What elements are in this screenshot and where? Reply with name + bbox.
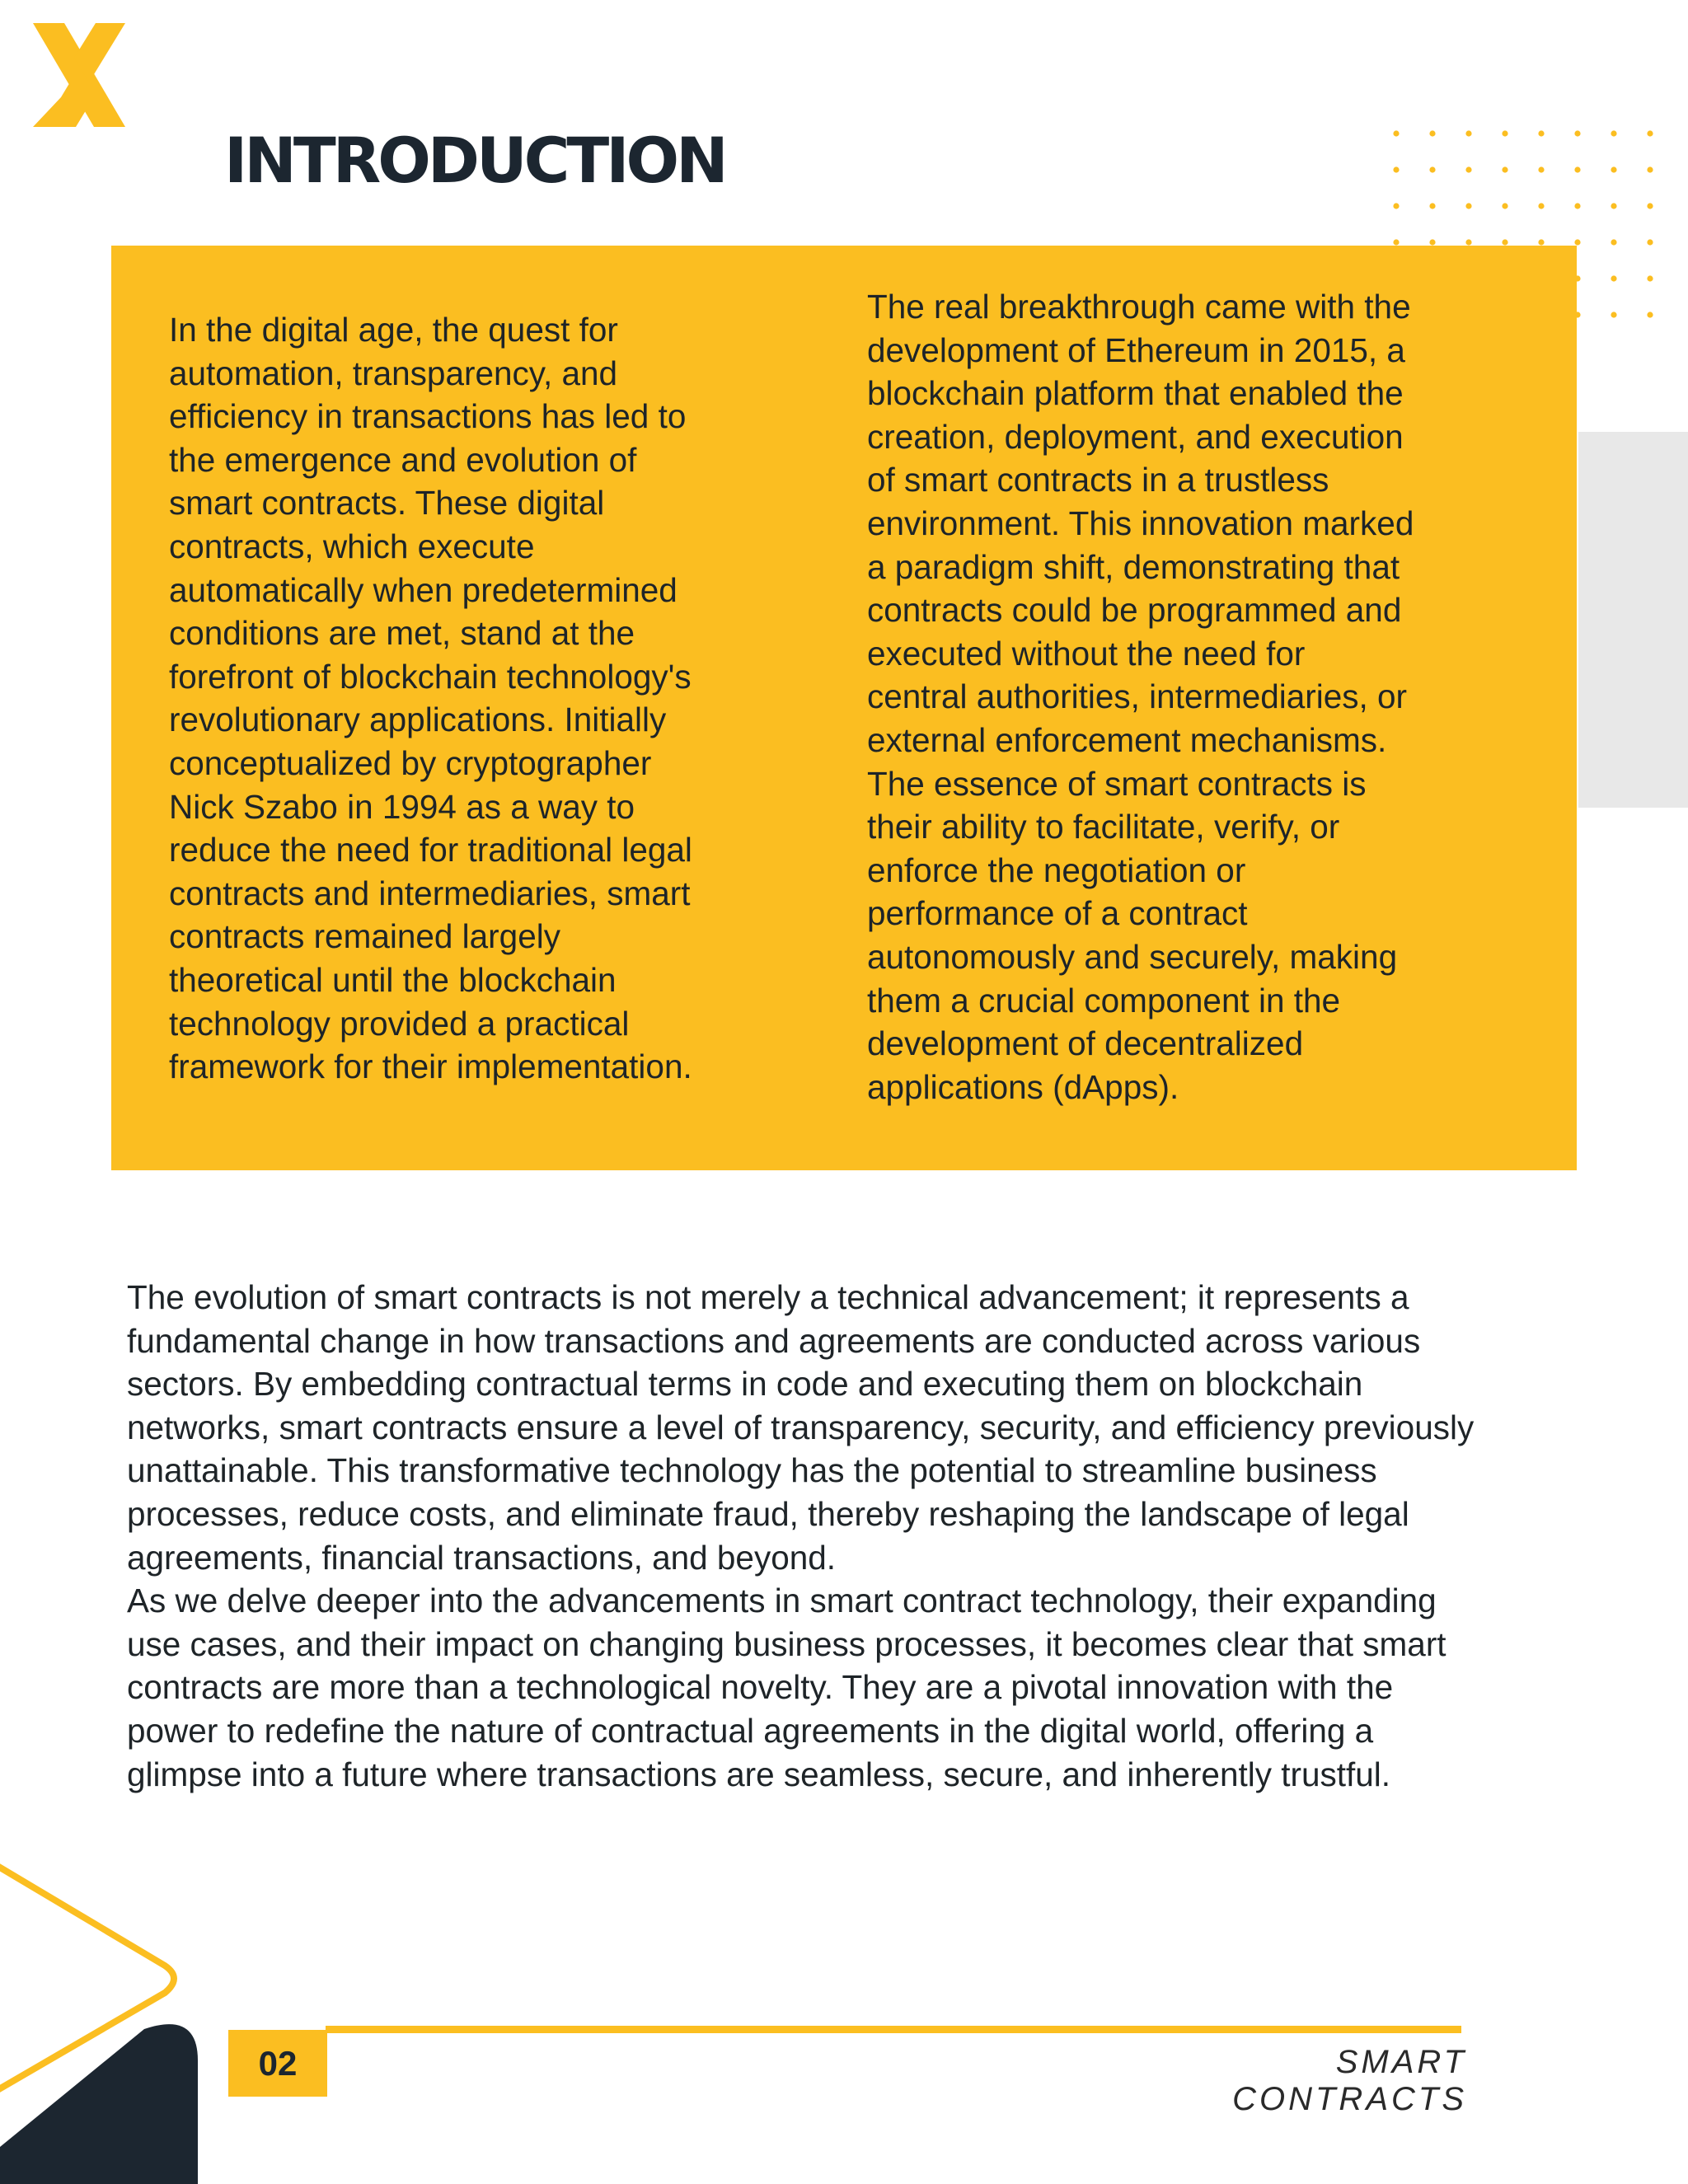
pattern-dot — [1429, 203, 1435, 209]
pattern-dot — [1574, 203, 1580, 209]
pattern-dot — [1611, 239, 1616, 245]
pattern-dot — [1574, 239, 1580, 245]
page-title: INTRODUCTION — [224, 124, 725, 197]
triangle-corner-decoration — [0, 1846, 198, 2184]
pattern-dot — [1538, 166, 1544, 172]
pattern-dot — [1647, 312, 1653, 317]
pattern-dot — [1465, 239, 1471, 245]
pattern-dot — [1538, 130, 1544, 136]
pattern-dot — [1502, 166, 1507, 172]
pattern-dot — [1429, 166, 1435, 172]
intro-right-column: The real breakthrough came with the development of Ethereum in 2015, a blockchain platform that enabled the creation, deployment, and execution of smart contracts in a trustless environment. This innovation marked a paradigm shift, demonstrating that contracts could be programmed and executed without the need for central authorities, intermediaries, or external enforcement mechanisms. The essence of smart contracts is their ability to facilitate, verify, or enforce the negotiation or performance of a contract autonomously and securely, making them a crucial component in the development of decentralized applications (dApps). — [867, 288, 1414, 1106]
intro-left-column: In the digital age, the quest for automation, transparency, and efficiency in transactions has led to the emergence and evolution of smart contracts. These digital contracts, which execute automatically when predetermined conditions are met, stand at the forefront of blockchain technology's revolutionary applications. Initially conceptualized by cryptographer Nick Szabo in 1994 as a way to reduce the need for traditional legal contracts and intermediaries, smart contracts remained largely theoretical until the blockchain technology provided a practical framework for their implementation. — [169, 311, 692, 1086]
pattern-dot — [1502, 130, 1507, 136]
pattern-dot — [1611, 203, 1616, 209]
pattern-dot — [1574, 166, 1580, 172]
pattern-dot — [1611, 275, 1616, 281]
pattern-dot — [1647, 239, 1653, 245]
page-number: 02 — [228, 2030, 327, 2097]
pattern-dot — [1393, 166, 1399, 172]
pattern-dot — [1465, 130, 1471, 136]
pattern-dot — [1647, 275, 1653, 281]
pattern-dot — [1393, 239, 1399, 245]
pattern-dot — [1538, 203, 1544, 209]
pattern-dot — [1647, 203, 1653, 209]
pattern-dot — [1502, 203, 1507, 209]
pattern-dot — [1611, 166, 1616, 172]
body-paragraphs: The evolution of smart contracts is not merely a technical advancement; it represents a fundamental change in how transactions and agreements are conducted across various sectors. By embedding contractual terms in code and executing them on blockchain networks, smart contracts ensure a level of transparency, security, and efficiency previously unattainable. This transformative technology has the potential to streamline business processes, reduce costs, and eliminate fraud, thereby reshaping the landscape of legal agreements, financial transactions, and beyond. As we delve deeper into the advancements in smart contract technology, their expanding use cases, and their impact on changing business processes, it becomes clear that smart contracts are more than a technological novelty. They are a pivotal innovation with the power to redefine the nature of contractual agreements in the digital world, offering a glimpse into a future where transactions are seamless, secure, and inherently trustful. — [127, 1278, 1475, 1793]
pattern-dot — [1647, 166, 1653, 172]
pattern-dot — [1429, 239, 1435, 245]
pattern-dot — [1429, 130, 1435, 136]
pattern-dot — [1647, 130, 1653, 136]
pattern-dot — [1465, 203, 1471, 209]
footer-rule — [326, 2026, 1461, 2033]
pattern-dot — [1502, 239, 1507, 245]
pattern-dot — [1393, 203, 1399, 209]
pattern-dot — [1393, 130, 1399, 136]
grey-accent-block — [1578, 432, 1688, 808]
pattern-dot — [1611, 130, 1616, 136]
footer-title: SMART CONTRACTS — [1232, 2044, 1467, 2117]
x-logo-icon — [30, 21, 129, 129]
pattern-dot — [1574, 130, 1580, 136]
pattern-dot — [1465, 166, 1471, 172]
pattern-dot — [1538, 239, 1544, 245]
pattern-dot — [1611, 312, 1616, 317]
